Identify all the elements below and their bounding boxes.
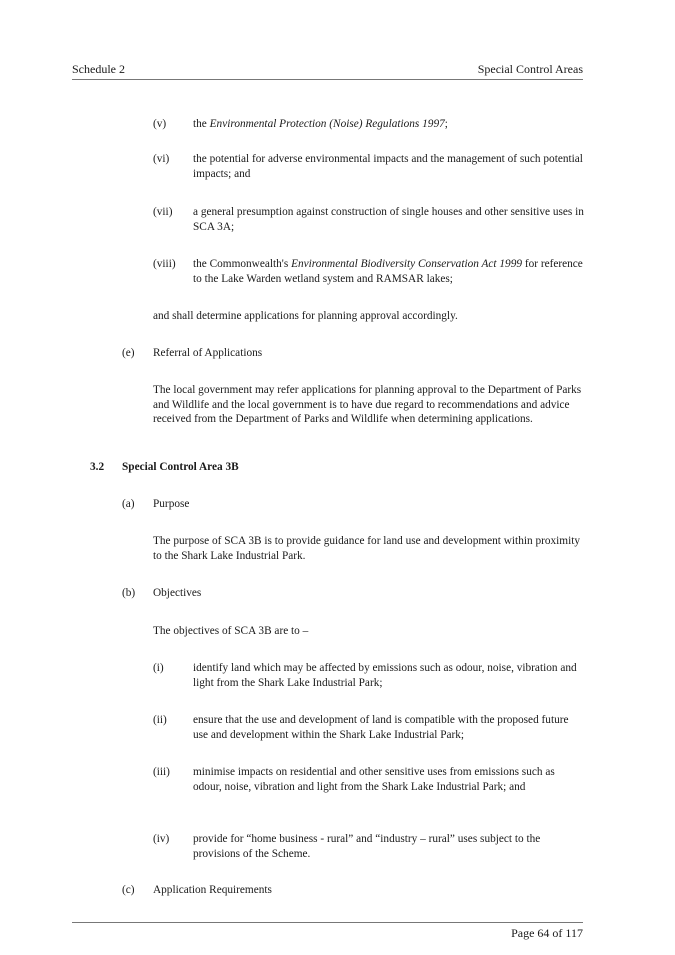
list-item-number: (iii) [153, 766, 170, 778]
referral-paragraph: The local government may refer applications for planning approval to the Department of Parks and Wildlife and the local government is to have due regard to recommendations and advice received from the Department of Parks and Wildlife when determining applications. [153, 384, 582, 425]
subsection-number: (e) [122, 347, 135, 359]
section-title: Special Control Area 3B [122, 461, 239, 473]
list-item-number: (iv) [153, 833, 170, 845]
header-section-title: Special Control Areas [477, 62, 583, 76]
list-item-number: (ii) [153, 714, 167, 726]
subsection-heading: Application Requirements [153, 884, 272, 896]
objectives-intro: The objectives of SCA 3B are to – [153, 625, 309, 637]
list-item: the Commonwealth's Environmental Biodiversity Conservation Act 1999 for reference to the Lake Warden wetland system and RAMSAR lakes; [193, 258, 583, 285]
list-item: ensure that the use and development of land is compatible with the proposed future use and development within the Shark Lake Industrial Park; [193, 714, 569, 741]
subsection-heading: Objectives [153, 587, 202, 599]
list-item-number: (v) [153, 118, 167, 130]
subsection-heading: Purpose [153, 498, 190, 510]
section-number: 3.2 [90, 461, 105, 473]
purpose-paragraph: The purpose of SCA 3B is to provide guidance for land use and development within proximity to the Shark Lake Industrial Park. [153, 535, 581, 562]
page-number: Page 64 of 117 [511, 926, 583, 940]
list-item-number: (viii) [153, 258, 176, 270]
subsection-number: (c) [122, 884, 135, 896]
subsection-number: (b) [122, 587, 136, 599]
list-item: identify land which may be affected by emissions such as odour, noise, vibration and light from the Shark Lake Industrial Park; [193, 662, 577, 689]
subsection-heading: Referral of Applications [153, 347, 263, 359]
list-item-number: (vii) [153, 206, 173, 218]
list-item: provide for “home business - rural” and “industry – rural” uses subject to the provisions of the Scheme. [193, 833, 541, 860]
header-schedule: Schedule 2 [72, 62, 125, 76]
subsection-number: (a) [122, 498, 135, 510]
list-item: the Environmental Protection (Noise) Regulations 1997; [193, 118, 448, 130]
list-item-number: (vi) [153, 153, 170, 165]
list-item: a general presumption against construction of single houses and other sensitive uses in SCA 3A; [193, 206, 584, 233]
list-item-number: (i) [153, 662, 164, 674]
determine-paragraph: and shall determine applications for planning approval accordingly. [153, 310, 458, 322]
page-footer [72, 922, 583, 940]
list-item: the potential for adverse environmental impacts and the management of such potential impacts; and [193, 153, 583, 180]
page-header [72, 62, 583, 80]
list-item: minimise impacts on residential and other sensitive uses from emissions such as odour, noise, vibration and light from the Shark Lake Industrial Park; and [193, 766, 555, 793]
